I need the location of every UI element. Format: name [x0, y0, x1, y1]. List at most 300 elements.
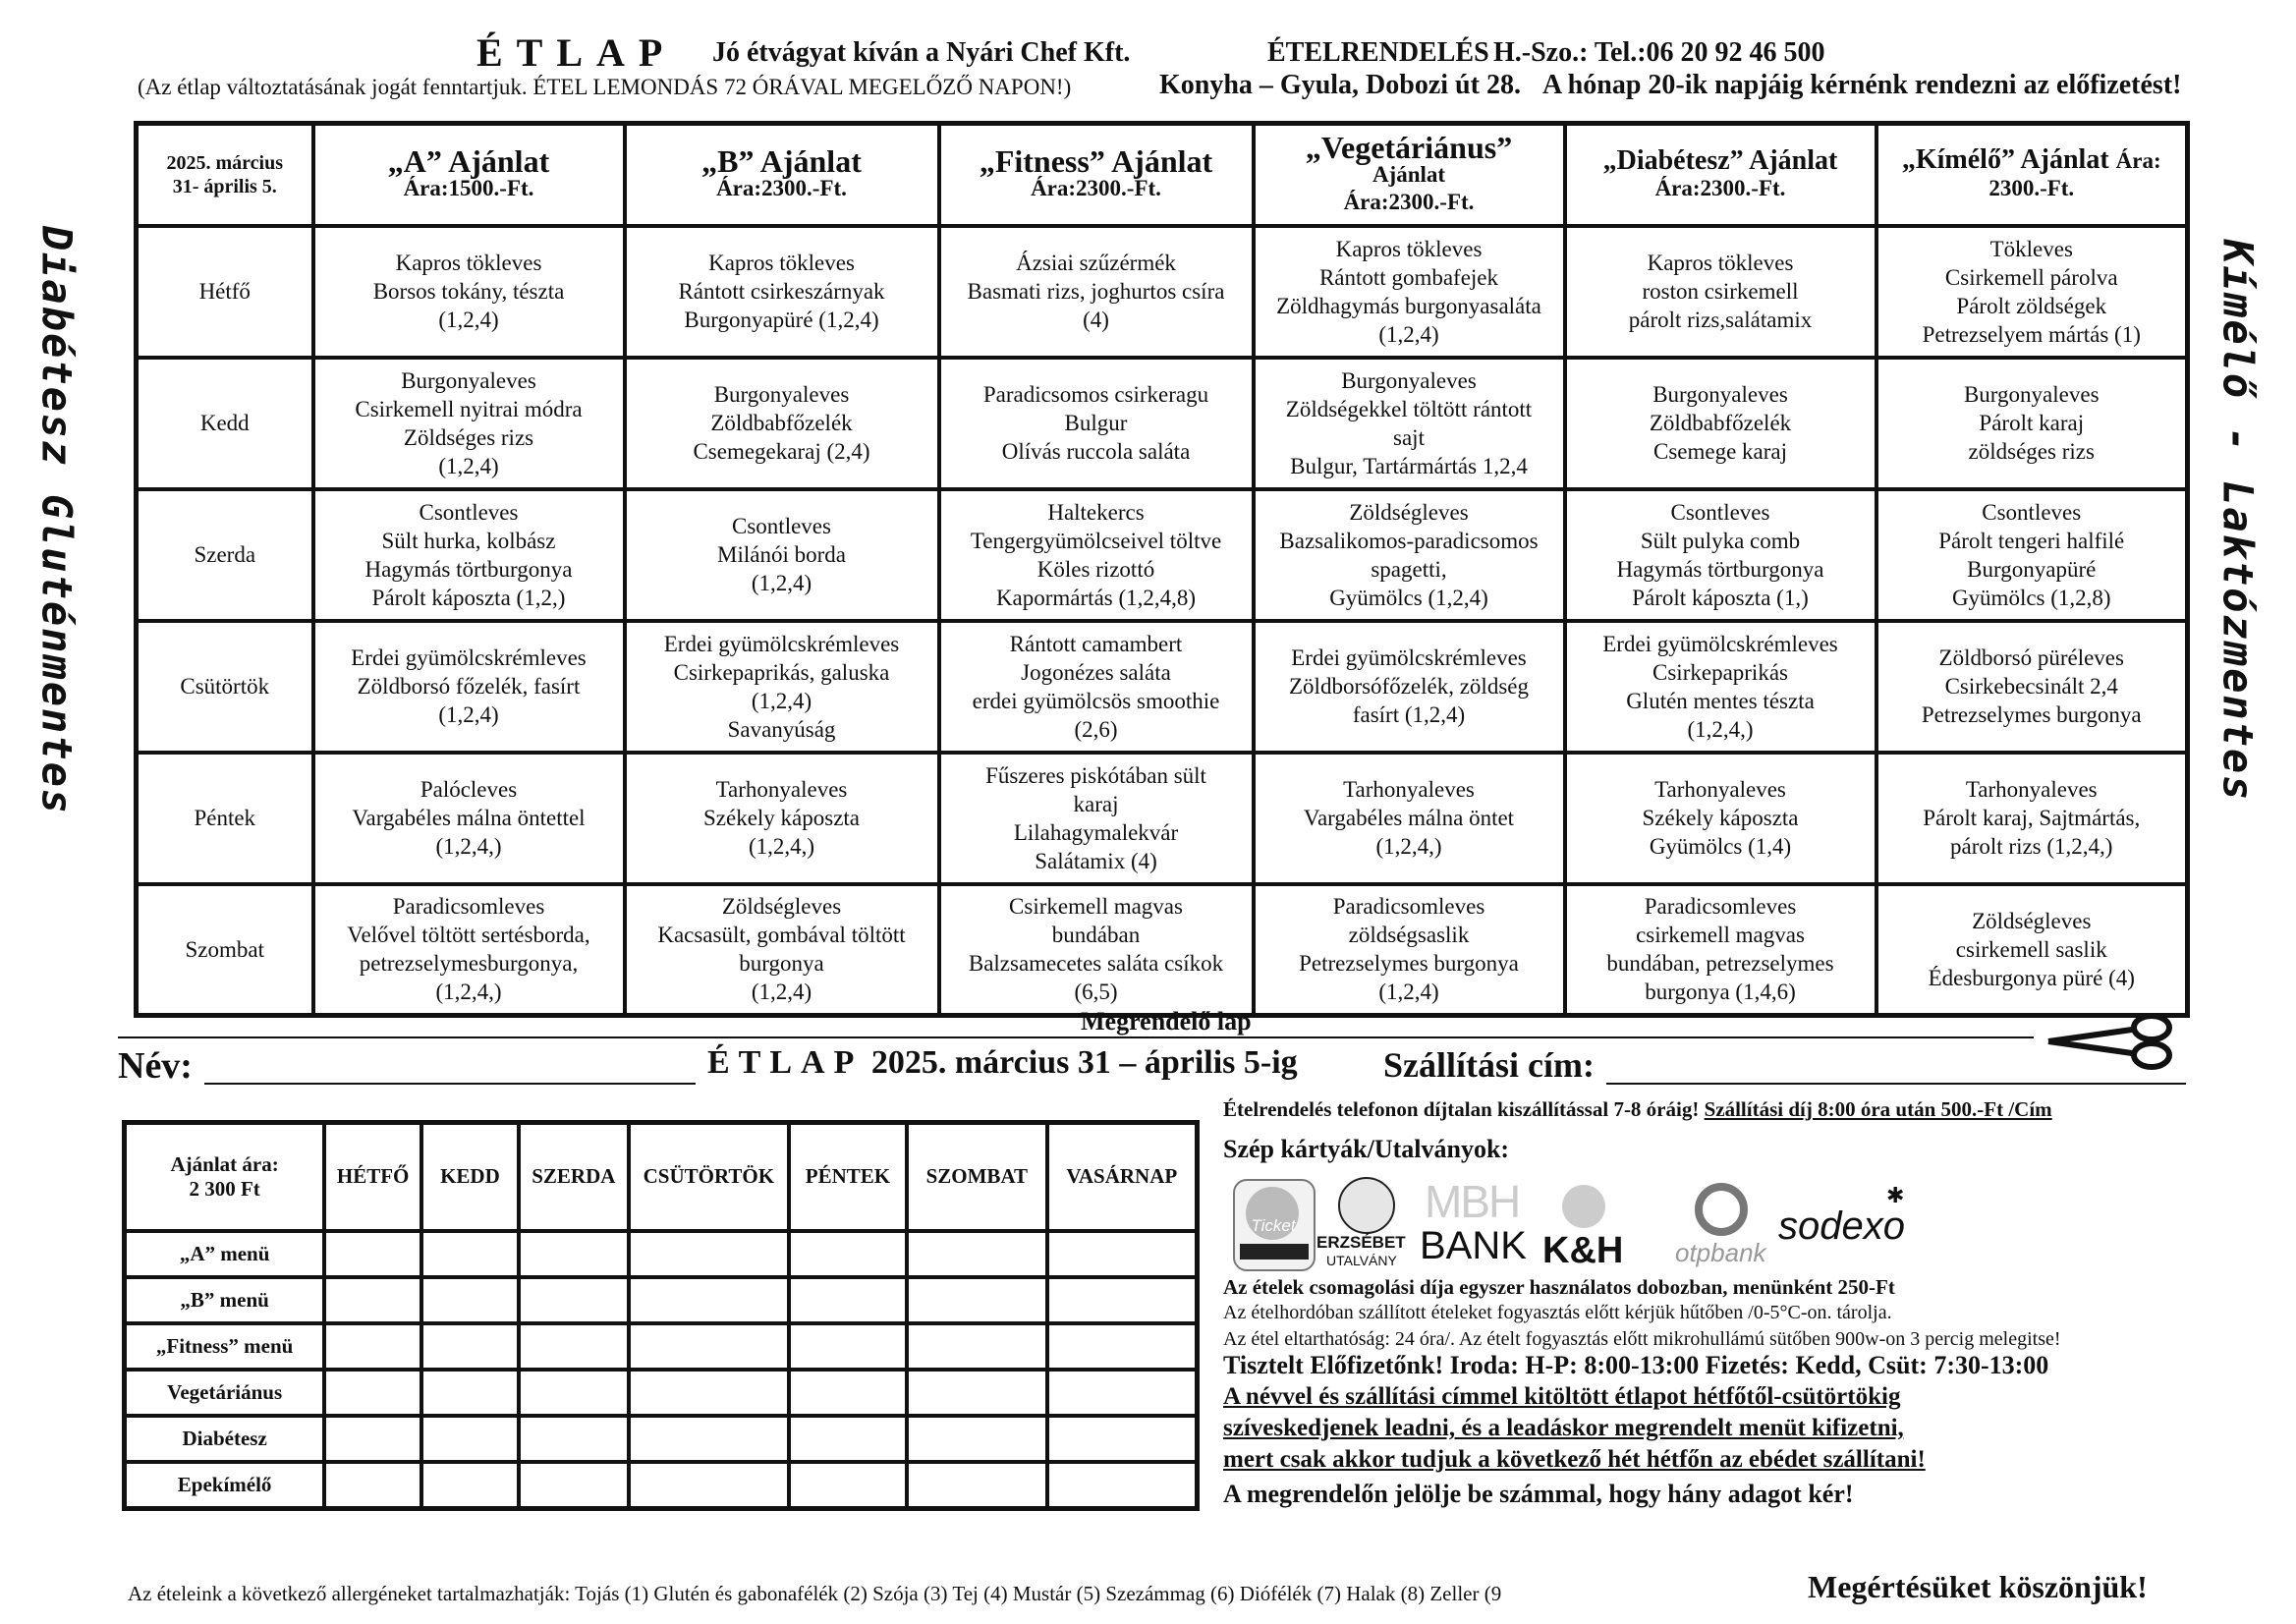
- menu-item-line: Zöldbabfőzelék: [710, 411, 853, 435]
- offer-price: Ára:2300.-Ft.: [1031, 175, 1161, 200]
- menu-item-line: Sült pulyka comb: [1640, 528, 1801, 553]
- menu-period-line: 2025. március: [166, 151, 283, 174]
- order-day-header: CSÜTÖRTÖK: [629, 1123, 789, 1231]
- delivery-fee-note: Szállítási díj 8:00 óra után 500.-Ft /Cím: [1704, 1097, 2052, 1121]
- menu-item-line: Burgonyaleves: [1341, 367, 1477, 393]
- menu-item-line: Gyümölcs (1,2,4): [1329, 585, 1488, 610]
- day-label: Szombat: [137, 884, 313, 1016]
- menu-item-line: Kapros tökleves: [1647, 251, 1794, 275]
- menu-item-line: Csontleves: [732, 514, 831, 538]
- order-quantity-cell[interactable]: [519, 1231, 629, 1277]
- menu-item-line: Párolt karaj: [1979, 411, 2085, 435]
- menu-item-line: Zöldborsó püréleves: [1938, 645, 2124, 670]
- order-quantity-cell[interactable]: [789, 1277, 907, 1323]
- menu-item-line: Vargabéles málna öntet: [1303, 806, 1515, 830]
- menu-item-line: Székely káposzta: [1642, 806, 1799, 830]
- menu-cell: [625, 358, 939, 489]
- menu-item-line: (1,2,4,): [435, 834, 502, 859]
- day-label: Hétfő: [137, 226, 313, 358]
- offer-name: „Vegetáriánus”: [1305, 129, 1513, 165]
- menu-cell: [1876, 226, 2188, 358]
- order-quantity-cell[interactable]: [789, 1462, 907, 1509]
- menu-item-line: (1,2,4): [438, 308, 499, 332]
- menu-cell: [939, 884, 1254, 1016]
- menu-item-line: Petrezselymes burgonya: [1299, 951, 1519, 977]
- menu-cell: [1254, 753, 1565, 884]
- menu-day-row: [137, 884, 2188, 1016]
- shelf-life-note: Az étel eltarthatóság: 24 óra/. Az ételt fogyasztás előtt mikrohullámú sütőben 900w-on 3 percig melegitse!: [1223, 1328, 2061, 1350]
- menu-item-line: párolt rizs (1,2,4,): [1950, 834, 2113, 859]
- offer-price: Ára:2300.-Ft.: [716, 175, 847, 200]
- address-field[interactable]: [1606, 1083, 2186, 1085]
- menu-cell: [625, 753, 939, 884]
- menu-cell: [939, 753, 1254, 884]
- order-quantity-cell[interactable]: [789, 1370, 907, 1416]
- menu-item-line: párolt rizs,salátamix: [1628, 308, 1813, 332]
- menu-item-line: Paradicsomleves: [1644, 894, 1797, 920]
- menu-item-line: (2,6): [1074, 716, 1118, 742]
- order-row: [125, 1277, 1198, 1323]
- menu-item-line: (1,2,4): [1378, 980, 1439, 1005]
- order-quantity-cell[interactable]: [907, 1231, 1047, 1277]
- order-quantity-cell[interactable]: [1047, 1370, 1198, 1416]
- menu-cell: [1565, 621, 1876, 753]
- menu-item-line: Kapormártás (1,2,4,8): [995, 585, 1197, 610]
- menu-cell: [1876, 753, 2188, 884]
- menu-item-line: Borsos tokány, tészta: [372, 279, 565, 304]
- menu-item-line: Gyümölcs (1,4): [1649, 834, 1792, 859]
- menu-cell: [625, 489, 939, 621]
- ticket-logo-bar: [1240, 1244, 1309, 1260]
- menu-item-line: Savanyúság: [727, 716, 836, 742]
- order-corner-line: Ajánlat ára:: [170, 1151, 279, 1176]
- company-greeting: Jó étvágyat kíván a Nyári Chef Kft.: [712, 37, 1131, 68]
- offer-name: „Kímélő” Ajánlat: [1901, 144, 2109, 176]
- menu-item-line: Bulgur: [1064, 411, 1128, 435]
- order-quantity-cell[interactable]: [629, 1323, 789, 1370]
- cut-line: [118, 1036, 2034, 1038]
- menu-item-line: (1,2,4,): [1687, 716, 1754, 742]
- menu-item-line: Basmati rizs, joghurtos csíra: [967, 279, 1225, 304]
- menu-item-line: Paradicsomleves: [1332, 894, 1485, 920]
- name-label: Név:: [118, 1045, 193, 1087]
- offer-name: „A” Ajánlat: [387, 142, 550, 179]
- menu-item-line: Kacsasült, gombával töltött: [657, 923, 906, 948]
- menu-item-line: zöldséges rizs: [1968, 439, 2095, 464]
- menu-day-row: [137, 489, 2188, 621]
- offer-diabetic-header: [1565, 124, 1876, 226]
- order-row-label: „A” menü: [125, 1231, 325, 1277]
- menu-item-line: Zöldborsófőzelék, zöldség: [1289, 674, 1529, 699]
- offer-gentle-header: [1876, 124, 2188, 226]
- menu-item-line: Csemegekaraj (2,4): [693, 439, 870, 464]
- menu-cell: [1876, 884, 2188, 1016]
- order-row: [125, 1323, 1198, 1370]
- order-quantity-cell[interactable]: [324, 1370, 421, 1416]
- menu-item-line: erdei gyümölcsös smoothie: [972, 688, 1220, 713]
- mbh-logo-mark: MBH: [1425, 1176, 1520, 1227]
- menu-item-line: Zöldségleves: [721, 894, 842, 920]
- offer-price: Ára:2300.-Ft.: [1343, 189, 1475, 214]
- order-quantity-cell[interactable]: [421, 1277, 519, 1323]
- order-quantity-cell[interactable]: [324, 1323, 421, 1370]
- menu-item-line: Burgonyapüré (1,2,4): [684, 308, 879, 332]
- order-corner: [125, 1123, 325, 1231]
- menu-item-line: Olívás ruccola saláta: [1001, 439, 1191, 464]
- menu-item-line: Gyümölcs (1,2,8): [1951, 585, 2111, 610]
- menu-item-line: Jogonézes saláta: [1021, 659, 1171, 685]
- offer-name-suffix: Ajánlat: [1372, 161, 1446, 187]
- side-label-left: Diabétesz Gluténmentes: [32, 225, 82, 816]
- menu-item-line: Párolt zöldségek: [1956, 293, 2107, 318]
- order-title: ÉTLAP: [707, 1044, 864, 1081]
- offer-price: 2300.-Ft.: [1988, 176, 2075, 201]
- order-row-label: „Fitness” menü: [125, 1323, 325, 1370]
- menu-item-line: Zöldbabfőzelék: [1649, 411, 1792, 435]
- menu-item-line: Lilahagymalekvár: [1013, 819, 1179, 845]
- office-hours: Tisztelt Előfizetőnk! Iroda: H-P: 8:00-13:00 Fizetés: Kedd, Csüt: 7:30-13:00: [1223, 1351, 2049, 1379]
- order-quantity-cell[interactable]: [629, 1231, 789, 1277]
- order-quantity-cell[interactable]: [519, 1462, 629, 1509]
- menu-item-line: Tarhonyaleves: [715, 777, 848, 802]
- order-quantity-cell[interactable]: [324, 1462, 421, 1509]
- menu-item-line: Csontleves: [1982, 499, 2082, 525]
- menu-item-line: Tarhonyaleves: [1654, 777, 1786, 802]
- order-grid: [122, 1120, 1200, 1511]
- menu-item-line: Petrezselyem mártás (1): [1922, 321, 2141, 347]
- order-quantity-cell[interactable]: [1047, 1462, 1198, 1509]
- menu-item-line: (6,5): [1074, 980, 1118, 1005]
- menu-item-line: Sült hurka, kolbász: [381, 528, 556, 553]
- instruction-line: mert csak akkor tudjuk a következő hét hétfőn az ebédet szállítani!: [1223, 1446, 1926, 1473]
- day-label: Péntek: [137, 753, 313, 884]
- order-quantity-cell[interactable]: [324, 1277, 421, 1323]
- menu-item-line: (1,2,4): [751, 980, 812, 1005]
- order-quantity-cell[interactable]: [519, 1416, 629, 1462]
- otp-logo-mark: [1695, 1183, 1748, 1236]
- order-quantity-cell[interactable]: [907, 1323, 1047, 1370]
- menu-item-line: Rántott camambert: [1009, 631, 1183, 656]
- offer-fitness-header: [939, 124, 1254, 226]
- erzsebet-logo-text: ERZSÉBET: [1316, 1233, 1406, 1252]
- storage-note: Az ételhordóban szállított ételeket fogyasztás előtt kérjük hűtőben /0-5°C-on. tárolja.: [1223, 1302, 1892, 1323]
- order-quantity-cell[interactable]: [421, 1323, 519, 1370]
- address-label: Szállítási cím:: [1383, 1045, 1595, 1085]
- menu-item-line: Ázsiai szűzérmék: [1016, 251, 1176, 275]
- menu-item-line: Székely káposzta: [702, 806, 861, 830]
- menu-item-line: Tarhonyaleves: [1343, 777, 1475, 802]
- order-quantity-cell[interactable]: [629, 1416, 789, 1462]
- menu-item-line: Zöldségleves: [1972, 908, 2092, 933]
- menu-cell: [625, 226, 939, 358]
- menu-day-row: [137, 753, 2188, 884]
- order-row: [125, 1370, 1198, 1416]
- offer-name: „Diabétesz” Ajánlat: [1602, 144, 1838, 176]
- menu-item-line: Kapros tökleves: [708, 251, 855, 275]
- menu-cell: [1565, 753, 1876, 884]
- menu-item-line: Paradicsomos csirkeragu: [982, 382, 1209, 407]
- order-row: [125, 1462, 1198, 1509]
- day-label: Szerda: [137, 489, 313, 621]
- order-quantity-cell[interactable]: [629, 1277, 789, 1323]
- menu-day-row: [137, 358, 2188, 489]
- day-label: Kedd: [137, 358, 313, 489]
- order-quantity-cell[interactable]: [324, 1416, 421, 1462]
- order-quantity-cell[interactable]: [421, 1231, 519, 1277]
- menu-item-line: Tarhonyaleves: [1965, 777, 2098, 802]
- menu-day-row: [137, 226, 2188, 358]
- menu-item-line: Burgonyaleves: [401, 367, 536, 393]
- cards-title: Szép kártyák/Utalványok:: [1223, 1135, 1510, 1163]
- menu-item-line: Párolt káposzta (1,2,): [371, 585, 566, 610]
- menu-item-line: Burgonyaleves: [1652, 382, 1788, 407]
- packaging-fee: Az ételek csomagolási díja egyszer használatos dobozban, menünként 250-Ft: [1223, 1275, 1895, 1299]
- kh-logo-text: K&H: [1542, 1230, 1624, 1271]
- menu-item-line: Erdei gyümölcskrémleves: [351, 645, 587, 670]
- order-row: [125, 1231, 1198, 1277]
- order-quantity-cell[interactable]: [907, 1462, 1047, 1509]
- menu-item-line: roston csirkemell: [1642, 279, 1799, 304]
- order-quantity-cell[interactable]: [1047, 1277, 1198, 1323]
- order-quantity-cell[interactable]: [907, 1370, 1047, 1416]
- order-quantity-cell[interactable]: [421, 1462, 519, 1509]
- menu-item-line: karaj: [1073, 791, 1119, 816]
- menu-item-line: Balzsamecetes saláta csíkok: [968, 951, 1224, 977]
- order-quantity-cell[interactable]: [789, 1416, 907, 1462]
- order-quantity-cell[interactable]: [629, 1462, 789, 1509]
- menu-period-line: 31- április 5.: [172, 175, 277, 197]
- page-title: ÉTLAP: [476, 30, 677, 75]
- erzsebet-logo-mark: [1338, 1177, 1395, 1234]
- allergen-list: Az ételeink a következő allergéneket tartalmazhatják: Tojás (1) Glutén és gabonafélék (2) Szója (3) Tej (4) Mustár (5) Szezámmag (6) Diófélék (7) Halak (8) Zeller (9: [128, 1582, 1502, 1605]
- menu-item-line: Rántott csirkeszárnyak: [678, 279, 885, 304]
- order-quantity-cell[interactable]: [421, 1370, 519, 1416]
- order-row: [125, 1416, 1198, 1462]
- menu-item-line: Bulgur, Tartármártás 1,2,4: [1290, 453, 1528, 478]
- order-row-label: Diabétesz: [125, 1416, 325, 1462]
- menu-item-line: bundában: [1051, 923, 1141, 948]
- kitchen-address: Konyha – Gyula, Dobozi út 28.: [1159, 70, 1521, 100]
- sodexo-logo-text: sodexo: [1778, 1204, 1905, 1248]
- menu-cell: [1876, 621, 2188, 753]
- menu-item-line: Párolt káposzta (1,): [1632, 585, 1809, 610]
- menu-item-line: spagetti,: [1371, 556, 1447, 582]
- menu-item-line: Bazsalikomos-paradicsomos: [1279, 528, 1539, 553]
- order-day-header: HÉTFŐ: [324, 1123, 421, 1231]
- menu-item-line: Párolt karaj, Sajtmártás,: [1923, 806, 2141, 830]
- instruction-line: A névvel és szállítási címmel kitöltött étlapot hétfőtől-csütörtökig: [1223, 1383, 1901, 1410]
- menu-item-line: (1,2,4): [438, 702, 499, 727]
- menu-item-line: burgonya (1,4,6): [1645, 980, 1796, 1005]
- order-quantity-cell[interactable]: [789, 1323, 907, 1370]
- menu-item-line: Zöldhagymás burgonyasaláta: [1276, 293, 1541, 318]
- order-day-header: KEDD: [421, 1123, 519, 1231]
- order-quantity-cell[interactable]: [907, 1277, 1047, 1323]
- menu-item-line: Csirkepaprikás: [1652, 659, 1788, 685]
- menu-item-line: (1,2,4,): [1375, 834, 1442, 859]
- menu-cell: [313, 358, 625, 489]
- menu-cell: [1565, 226, 1876, 358]
- menu-item-line: (4): [1083, 308, 1109, 332]
- order-quantity-cell[interactable]: [1047, 1323, 1198, 1370]
- order-sheet-label: Megrendelő lap: [1081, 1007, 1252, 1036]
- menu-item-line: Édesburgonya püré (4): [1928, 965, 2135, 990]
- menu-item-line: Petrezselymes burgonya: [1921, 702, 2142, 727]
- menu-cell: [1876, 358, 2188, 489]
- menu-item-line: Csontleves: [1670, 499, 1770, 525]
- offer-price: Ára:2300.-Ft.: [1654, 175, 1786, 200]
- menu-item-line: Zöldséges rizs: [403, 424, 534, 450]
- menu-item-line: Zöldségekkel töltött rántott: [1285, 396, 1533, 421]
- order-period: 2025. március 31 – április 5-ig: [870, 1044, 1298, 1081]
- menu-cell: [1565, 489, 1876, 621]
- menu-item-line: (1,2,4): [751, 571, 812, 595]
- menu-item-line: Paradicsomleves: [392, 894, 545, 920]
- menu-cell: [313, 621, 625, 753]
- order-quantity-cell[interactable]: [519, 1323, 629, 1370]
- menu-item-line: (1,2,4,): [435, 980, 502, 1005]
- menu-item-line: Zöldségleves: [1349, 499, 1469, 525]
- menu-item-line: Velővel töltött sertésborda,: [347, 923, 590, 948]
- order-day-header: SZERDA: [519, 1123, 629, 1231]
- menu-item-line: Párolt tengeri halfilé: [1938, 528, 2125, 553]
- menu-item-line: Burgonyaleves: [713, 382, 850, 407]
- menu-cell: [313, 226, 625, 358]
- menu-item-line: Csirkepaprikás, galuska: [673, 659, 890, 685]
- instruction-line: szíveskedjenek leadni, és a leadáskor megrendelt menüt kifizetni,: [1223, 1415, 1904, 1441]
- menu-cell: [625, 884, 939, 1016]
- menu-item-line: Hagymás törtburgonya: [1616, 556, 1824, 582]
- menu-item-line: sajt: [1393, 424, 1425, 450]
- ticket-logo-text: Ticket: [1251, 1216, 1296, 1235]
- menu-item-line: Tökleves: [1989, 236, 2073, 261]
- menu-cell: [939, 226, 1254, 358]
- menu-item-line: Burgonyapüré: [1967, 556, 2097, 582]
- menu-header-row: [137, 124, 2188, 226]
- menu-cell: [1565, 358, 1876, 489]
- order-quantity-cell[interactable]: [907, 1416, 1047, 1462]
- order-quantity-cell[interactable]: [324, 1231, 421, 1277]
- order-row-label: Epekímélő: [125, 1462, 325, 1509]
- phone-number: H.-Szo.: Tel.:06 20 92 46 500: [1493, 37, 1825, 68]
- order-corner-line: 2 300 Ft: [189, 1176, 260, 1201]
- offer-price-label: Ára:: [2115, 148, 2161, 174]
- menu-cell: [313, 884, 625, 1016]
- order-day-header: PÉNTEK: [789, 1123, 907, 1231]
- order-quantity-cell[interactable]: [1047, 1416, 1198, 1462]
- offer-a-header: [313, 124, 625, 226]
- menu-item-line: Burgonyaleves: [1963, 382, 2100, 407]
- menu-cell: [1876, 489, 2188, 621]
- menu-cell: [1254, 489, 1565, 621]
- menu-item-line: Erdei gyümölcskrémleves: [1602, 631, 1838, 656]
- menu-item-line: Milánói borda: [717, 542, 846, 567]
- order-row-label: „B” menü: [125, 1277, 325, 1323]
- menu-item-line: Salátamix (4): [1035, 848, 1157, 873]
- kh-logo-mark: [1562, 1185, 1605, 1228]
- order-header-row: [125, 1123, 1198, 1231]
- menu-item-line: Csirkemell nyitrai módra: [355, 396, 583, 421]
- menu-item-line: fasírt (1,2,4): [1352, 702, 1466, 727]
- name-field[interactable]: [204, 1083, 696, 1085]
- offer-name: „Fitness” Ajánlat: [979, 142, 1213, 179]
- day-label: Csütörtök: [137, 621, 313, 753]
- menu-item-line: Kapros tökleves: [395, 251, 542, 275]
- order-quantity-cell[interactable]: [421, 1416, 519, 1462]
- menu-item-line: petrezselymesburgonya,: [359, 951, 579, 977]
- erzsebet-logo-subtext: UTALVÁNY: [1326, 1253, 1397, 1268]
- scissors-icon: [2044, 1012, 2181, 1076]
- menu-cell: [939, 358, 1254, 489]
- menu-item-line: (1,2,4): [1378, 321, 1439, 347]
- menu-item-line: (1,2,4): [751, 688, 812, 713]
- menu-cell: [939, 489, 1254, 621]
- order-quantity-cell[interactable]: [519, 1277, 629, 1323]
- menu-item-line: burgonya: [739, 951, 824, 977]
- menu-period: [137, 124, 313, 226]
- menu-cell: [313, 489, 625, 621]
- menu-item-line: (1,2,4,): [748, 834, 815, 859]
- menu-item-line: Fűszeres piskótában sült: [985, 762, 1206, 788]
- free-delivery-note: Ételrendelés telefonon díjtalan kiszállítással 7-8 óráig!: [1223, 1097, 1700, 1121]
- menu-item-line: Vargabéles málna öntettel: [352, 806, 586, 830]
- order-quantity-cell[interactable]: [789, 1231, 907, 1277]
- menu-item-line: Csirkemell magvas: [1009, 894, 1183, 920]
- menu-item-line: Csirkemell párolva: [1944, 264, 2118, 290]
- side-label-right: Kímélő - Laktózmentes: [2213, 239, 2263, 803]
- menu-item-line: (1,2,4): [438, 453, 499, 478]
- menu-item-line: Kapros tökleves: [1335, 236, 1483, 261]
- menu-cell: [1565, 884, 1876, 1016]
- offer-b-header: [625, 124, 939, 226]
- menu-item-line: Glutén mentes tészta: [1626, 688, 1815, 713]
- order-day-header: SZOMBAT: [907, 1123, 1047, 1231]
- ordering-heading: ÉTELRENDELÉS: [1267, 37, 1489, 68]
- offer-price: Ára:1500.-Ft.: [403, 175, 534, 200]
- menu-item-line: Zöldborsó főzelék, fasírt: [357, 674, 581, 699]
- change-notice: (Az étlap változtatásának jogát fenntartjuk. ÉTEL LEMONDÁS 72 ÓRÁVAL MEGELŐZŐ NAPON!): [138, 75, 1072, 99]
- menu-cell: [625, 621, 939, 753]
- menu-item-line: zöldségsaslik: [1348, 923, 1470, 948]
- order-day-header: VASÁRNAP: [1047, 1123, 1198, 1231]
- menu-item-line: Haltekercs: [1047, 499, 1145, 525]
- menu-item-line: Tengergyümölcseivel töltve: [970, 528, 1222, 553]
- offer-vegetarian-header: [1254, 124, 1565, 226]
- menu-day-row: [137, 621, 2188, 753]
- order-quantity-cell[interactable]: [629, 1370, 789, 1416]
- order-quantity-cell[interactable]: [1047, 1231, 1198, 1277]
- menu-item-line: Csirkebecsinált 2,4: [1944, 674, 2118, 699]
- quantity-instruction: A megrendelőn jelölje be számmal, hogy hány adagot kér!: [1223, 1480, 1854, 1508]
- menu-item-line: Rántott gombafejek: [1318, 264, 1499, 290]
- menu-item-line: Palócleves: [420, 777, 518, 802]
- otp-logo-text: otpbank: [1675, 1238, 1766, 1267]
- order-quantity-cell[interactable]: [519, 1370, 629, 1416]
- thanks-note: Megértésüket köszönjük!: [1808, 1569, 2148, 1604]
- menu-item-line: Erdei gyümölcskrémleves: [663, 631, 900, 656]
- menu-item-line: Erdei gyümölcskrémleves: [1291, 645, 1527, 670]
- menu-item-line: csirkemell magvas: [1636, 923, 1805, 948]
- star-icon: ✱: [1886, 1183, 1905, 1207]
- mbh-logo-text: BANK: [1420, 1224, 1527, 1267]
- menu-cell: [1254, 358, 1565, 489]
- menu-item-line: Csontleves: [419, 499, 519, 525]
- menu-cell: [1254, 621, 1565, 753]
- menu-item-line: Köles rizottó: [1036, 556, 1155, 582]
- weekly-menu-table: [134, 121, 2190, 1018]
- order-row-label: Vegetáriánus: [125, 1370, 325, 1416]
- offer-name: „B” Ajánlat: [701, 142, 862, 179]
